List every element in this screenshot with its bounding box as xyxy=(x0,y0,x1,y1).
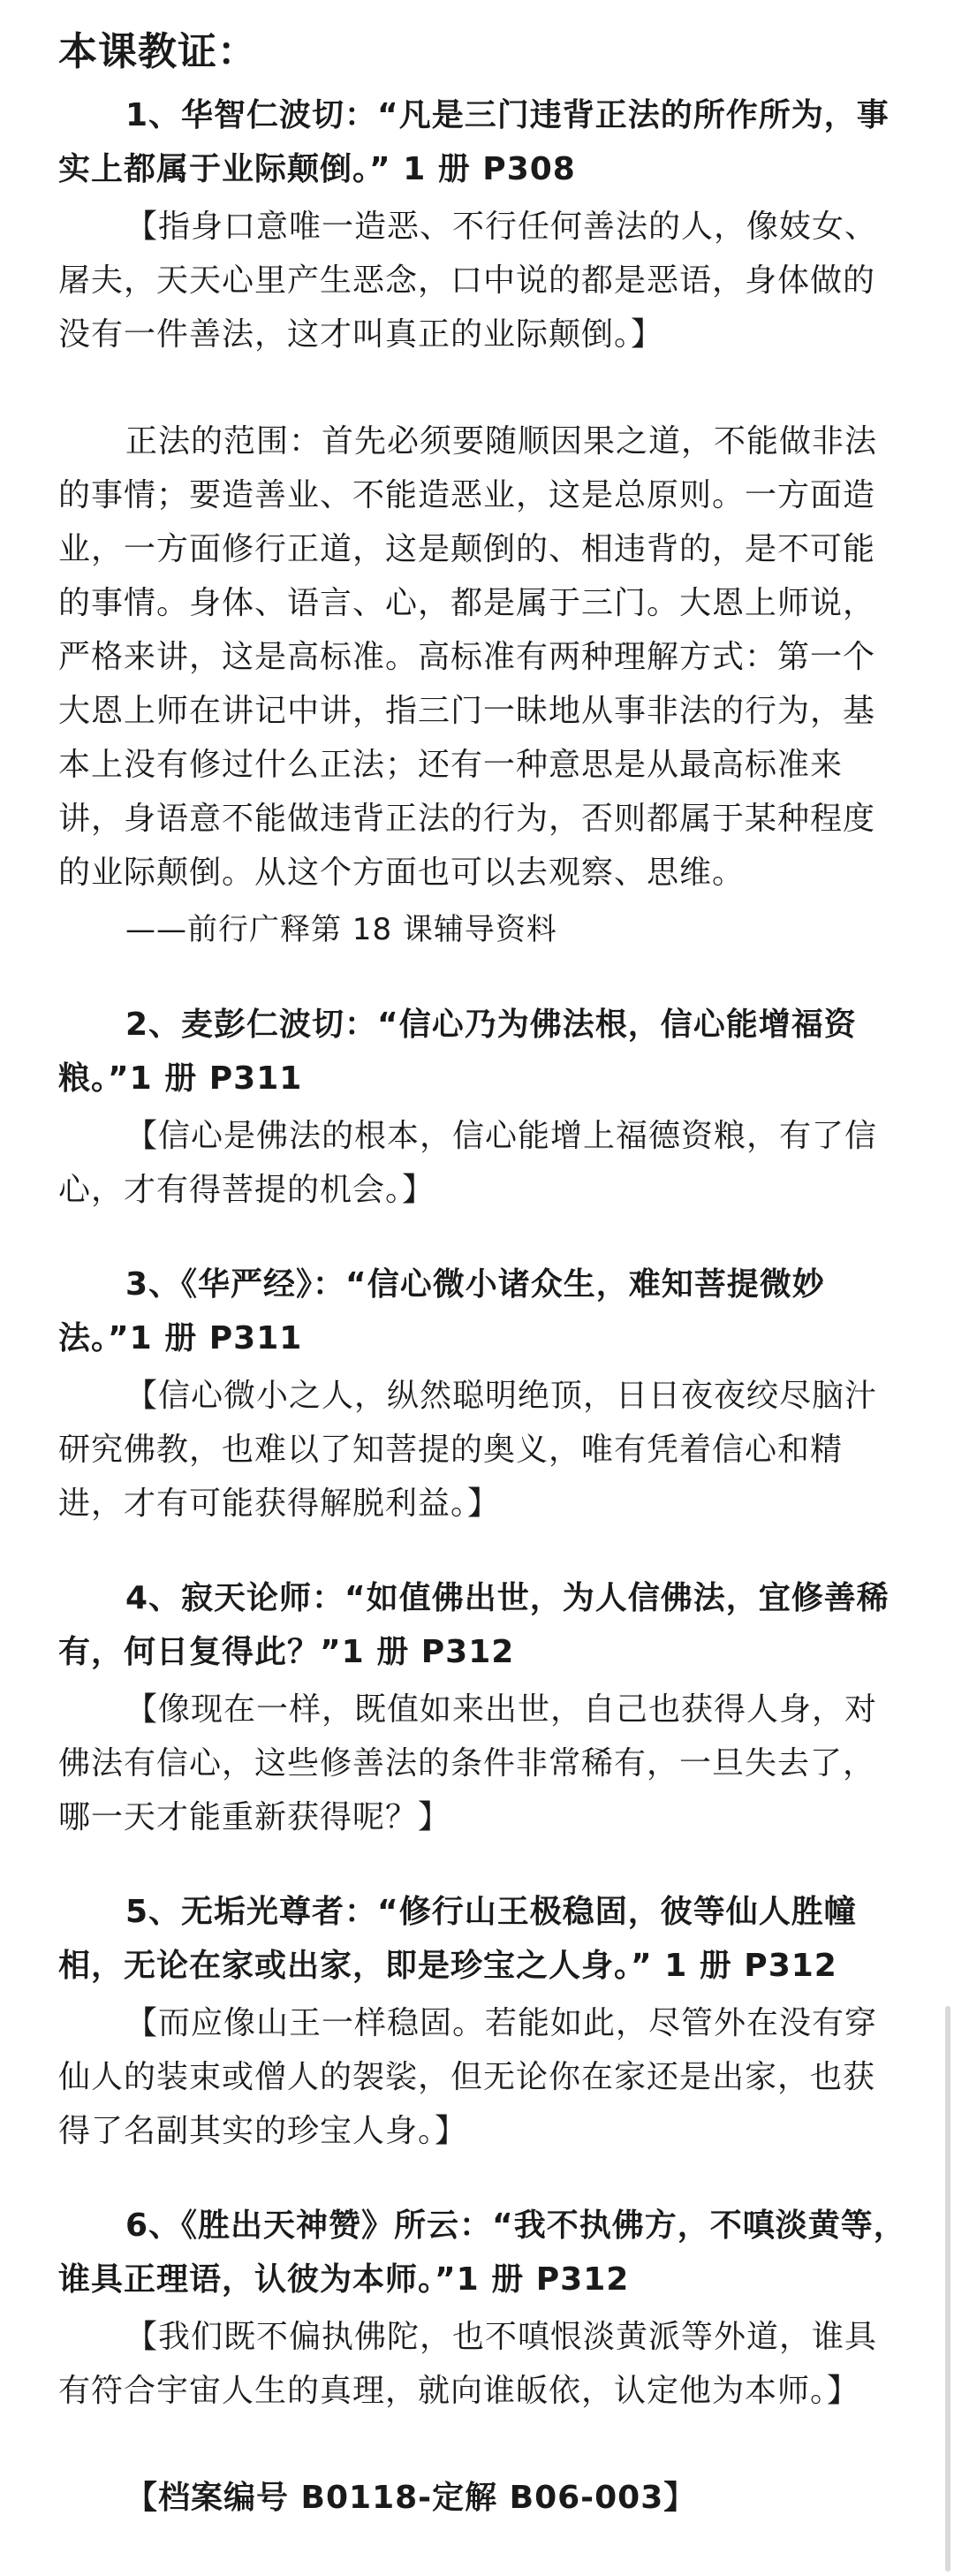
entry-5 xyxy=(58,1885,906,2158)
entry-4-quote: 4、寂天论师：“如值佛出世，为人信佛法，宜修善稀有，何日复得此？”1 册 P312 xyxy=(58,1580,890,1670)
entry-1-explanation: 【指身口意唯一造恶、不行任何善法的人，像妓女、屠夫，天天心里产生恶念，口中说的都是恶语，身体做的没有一件善法，这才叫真正的业际颠倒。】 xyxy=(58,209,878,353)
commentary-block xyxy=(58,414,906,957)
entry-2-explanation: 【信心是佛法的根本，信心能增上福德资粮，有了信心，才有得菩提的机会。】 xyxy=(58,1118,878,1208)
entry-2 xyxy=(58,998,906,1217)
entry-3-explanation: 【信心微小之人，纵然聪明绝顶，日日夜夜绞尽脑汁研究佛教，也难以了知菩提的奥义，唯有凭着信心和精进，才有可能获得解脱利益。】 xyxy=(58,1378,878,1522)
page-title: 本课教证： xyxy=(58,29,257,74)
entry-4-explanation: 【像现在一样，既值如来出世，自己也获得人身，对佛法有信心，这些修善法的条件非常稀有，一旦失去了，哪一天才能重新获得呢？】 xyxy=(58,1691,878,1835)
entry-1 xyxy=(58,88,906,361)
entry-3 xyxy=(58,1258,906,1531)
commentary-source: ——前行广释第 18 课辅导资料 xyxy=(125,912,557,947)
entry-6-quote: 6、《胜出天神赞》所云：“我不执佛方，不嗔淡黄等，谁具正理语，认彼为本师。”1 册 P312 xyxy=(58,2207,906,2298)
entry-1-quote: 1、华智仁波切：“凡是三门违背正法的所作所为，事实上都属于业际颠倒。” 1 册 P308 xyxy=(58,97,890,187)
entry-5-quote: 5、无垢光尊者：“修行山王极稳固，彼等仙人胜幢相，无论在家或出家，即是珍宝之人身。” 1 册 P312 xyxy=(58,1894,857,1984)
commentary-paragraph: 正法的范围：首先必须要随顺因果之道，不能做非法的事情；要造善业、不能造恶业，这是总原则。一方面造业，一方面修行正道，这是颠倒的、相违背的，是不可能的事情。身体、语言、心，都是属于三门。大恩上师说，严格来讲，这是高标准。高标准有两种理解方式：第一个大恩上师在讲记中讲，指三门一昧地从事非法的行为，基本上没有修过什么正法；还有一种意思是从最高标准来讲，身语意不能做违背正法的行为，否则都属于某种程度的业际颠倒。从这个方面也可以去观察、思维。 xyxy=(58,423,878,891)
scrollbar[interactable] xyxy=(945,2006,950,2572)
entry-6 xyxy=(58,2199,906,2418)
archive-number: 【档案编号 B0118-定解 B06-003】 xyxy=(125,2480,697,2516)
document-page xyxy=(58,23,906,2525)
entry-5-explanation: 【而应像山王一样稳固。若能如此，尽管外在没有穿仙人的装束或僧人的袈裟，但无论你在家还是出家，也获得了名副其实的珍宝人身。】 xyxy=(58,2005,878,2149)
entry-2-quote: 2、麦彭仁波切：“信心乃为佛法根，信心能增福资粮。”1 册 P311 xyxy=(58,1007,857,1097)
entry-3-quote: 3、《华严经》：“信心微小诸众生，难知菩提微妙法。”1 册 P311 xyxy=(58,1266,825,1356)
entry-4 xyxy=(58,1571,906,1844)
entry-6-explanation: 【我们既不偏执佛陀，也不嗔恨淡黄派等外道，谁具有符合宇宙人生的真理，就向谁皈依，认定他为本师。】 xyxy=(58,2319,878,2409)
